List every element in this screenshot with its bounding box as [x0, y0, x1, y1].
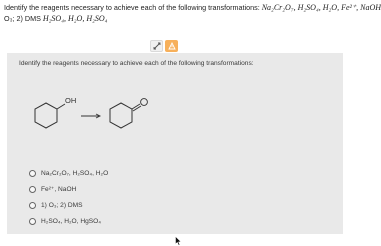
- option-3[interactable]: [29, 197, 108, 213]
- question-reagents-1: Na₂Cr₂O₇, H₂SO₄, H₂O: [261, 3, 338, 12]
- question-line-1: Identify the reagents necessary to achieve each of the following transformations: Na₂Cr₂O₇, H₂SO₄, H₂O, Fe²⁺, NaOH: [4, 3, 381, 12]
- cyclohexanone-structure: [110, 99, 147, 128]
- question-card: [7, 53, 343, 234]
- question-reagents-2: Fe²⁺, NaOH: [341, 3, 381, 12]
- option-4-label: H₂SO₄, H₂O, HgSO₄: [41, 217, 101, 225]
- reactant-oh-label: OH: [65, 96, 77, 105]
- answer-options: [29, 165, 108, 229]
- option-3-radio[interactable]: [29, 202, 36, 209]
- mouse-cursor-icon: [175, 236, 182, 246]
- option-2-radio[interactable]: [29, 186, 36, 193]
- reaction-arrow: [81, 114, 100, 118]
- option-3-label: 1) O₃; 2) DMS: [41, 201, 83, 209]
- question-prefix: Identify the reagents necessary to achieve each of the following transformations:: [4, 3, 262, 12]
- option-4[interactable]: [29, 213, 108, 229]
- reaction-scheme: [25, 83, 165, 143]
- expand-icon: [153, 42, 161, 50]
- option-2[interactable]: [29, 181, 108, 197]
- option-1[interactable]: [29, 165, 108, 181]
- expand-button[interactable]: [150, 40, 163, 52]
- question-line-2: [4, 13, 348, 24]
- option-4-radio[interactable]: [29, 218, 36, 225]
- card-title: Identify the reagents necessary to achieve each of the following transformations:: [19, 60, 254, 67]
- option-2-label: Fe²⁺, NaOH: [41, 186, 77, 193]
- option-1-radio[interactable]: [29, 170, 36, 177]
- question-reagents-3: O₃; 2) DMS: [4, 14, 41, 23]
- question-text: [4, 2, 381, 24]
- question-reagents-4: H₂SO₄, H₂O, H₂SO₄: [42, 14, 108, 23]
- option-1-label: Na₂Cr₂O₇, H₂SO₄, H₂O: [41, 169, 109, 177]
- cyclohexanol-structure: [35, 96, 76, 128]
- warning-button[interactable]: [165, 40, 178, 52]
- toolbar: [150, 40, 178, 52]
- warning-icon: [168, 42, 176, 50]
